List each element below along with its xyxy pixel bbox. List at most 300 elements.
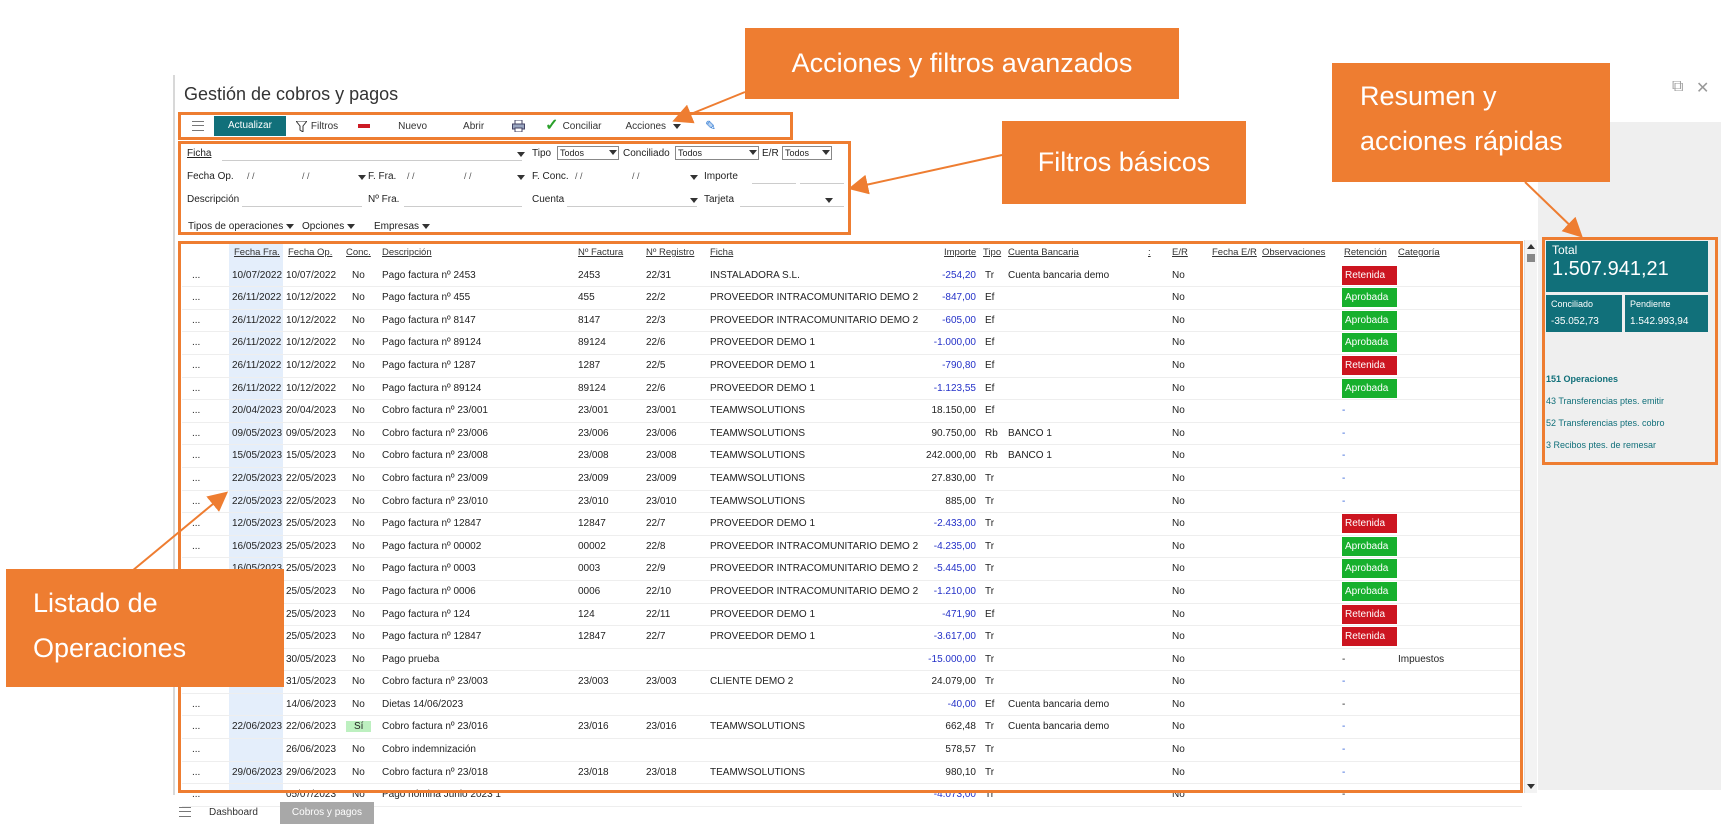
cell-conc: No	[352, 540, 365, 552]
cell-dots[interactable]: ...	[192, 789, 201, 801]
cell-conc: No	[352, 427, 365, 439]
cell-ficha: INSTALADORA S.L.	[710, 269, 800, 281]
cell-conc: No	[352, 314, 365, 326]
cell-conc: No	[352, 269, 365, 281]
cell-importe: 885,00	[945, 495, 976, 507]
cell-descripcion: Cobro factura nº 23/001	[382, 405, 488, 417]
f-fra-label: F. Fra.	[368, 171, 397, 182]
cell-descripcion: Cobro indemnización	[382, 744, 476, 756]
cell-conc: No	[352, 789, 365, 801]
cell-fecha-op: 25/05/2023	[286, 585, 337, 597]
cell-er: No	[1172, 721, 1185, 733]
cell-conc: No	[352, 518, 365, 530]
cell-er: No	[1172, 744, 1185, 756]
cell-ficha: PROVEEDOR DEMO 1	[710, 631, 816, 643]
cell-tipo: Ef	[985, 337, 995, 349]
cell-er: No	[1172, 789, 1185, 801]
cell-descripcion: Pago factura nº 1287	[382, 359, 476, 371]
cell-retencion: -	[1342, 405, 1346, 417]
cell-fecha-op: 22/05/2023	[286, 472, 337, 484]
cell-ficha: PROVEEDOR DEMO 1	[710, 359, 816, 371]
cell-fecha-fra: 22/06/2023	[232, 721, 283, 733]
col-tipo[interactable]: Tipo	[983, 247, 1002, 258]
cell-n-registro: 23/003	[646, 676, 677, 688]
cell-fecha-fra: 09/05/2023	[232, 427, 283, 439]
cell-er: No	[1172, 653, 1185, 665]
cell-descripcion: Pago factura nº 12847	[382, 518, 482, 530]
cell-fecha-op: 25/05/2023	[286, 563, 337, 575]
cell-er: No	[1172, 450, 1185, 462]
cell-fecha-fra: 26/11/2022	[232, 337, 282, 349]
cell-fecha-op: 10/12/2022	[286, 382, 337, 394]
cell-n-registro: 23/008	[646, 450, 677, 462]
cell-conc: No	[352, 585, 365, 597]
fecha-op-from[interactable]: / /	[247, 171, 255, 181]
cell-ficha: PROVEEDOR DEMO 1	[710, 608, 816, 620]
cell-n-factura: 23/001	[578, 405, 609, 417]
cell-n-registro: 23/001	[646, 405, 677, 417]
cell-ficha: TEAMWSOLUTIONS	[710, 766, 806, 778]
callout-resumen-line1: Resumen y	[1360, 81, 1497, 111]
cell-n-factura: 23/006	[578, 427, 609, 439]
cell-cuenta: Cuenta bancaria demo	[1008, 698, 1110, 710]
col-importe[interactable]: Importe	[944, 247, 977, 258]
cell-retencion: Aprobada	[1342, 333, 1397, 352]
cell-ficha: TEAMWSOLUTIONS	[710, 472, 806, 484]
cell-ficha: TEAMWSOLUTIONS	[710, 450, 806, 462]
cell-dots[interactable]: ...	[192, 382, 201, 394]
cell-n-factura: 124	[578, 608, 595, 620]
cell-n-registro: 23/010	[646, 495, 677, 507]
cell-retencion: Retenida	[1342, 514, 1397, 533]
f-conc-label: F. Conc.	[532, 171, 569, 182]
cell-dots[interactable]: ...	[192, 744, 201, 756]
cell-er: No	[1172, 698, 1185, 710]
cell-tipo: Tr	[985, 540, 995, 552]
col-fecha-op[interactable]: Fecha Op.	[288, 247, 333, 258]
cell-n-factura: 00002	[578, 540, 606, 552]
cell-ficha: TEAMWSOLUTIONS	[710, 427, 806, 439]
cell-ficha: PROVEEDOR INTRACOMUNITARIO DEMO 2	[710, 314, 919, 326]
cell-tipo: Tr	[985, 631, 995, 643]
f-fra-to[interactable]: / /	[464, 171, 472, 181]
cell-dots[interactable]: ...	[192, 337, 201, 349]
cell-er: No	[1172, 292, 1185, 304]
er-select-value: Todos	[785, 148, 810, 158]
cell-n-factura: 12847	[578, 518, 606, 530]
cell-importe: -3.617,00	[933, 631, 976, 643]
cell-fecha-fra: 26/11/2022	[232, 382, 282, 394]
cell-dots[interactable]: ...	[192, 450, 201, 462]
callout-resumen	[1332, 63, 1610, 182]
cell-tipo: Ef	[985, 698, 995, 710]
cell-er: No	[1172, 427, 1185, 439]
col-conc[interactable]: Conc.	[346, 247, 371, 258]
cell-retencion: -	[1342, 495, 1346, 507]
cell-fecha-op: 10/12/2022	[286, 314, 337, 326]
cell-descripcion: Pago factura nº 8147	[382, 314, 476, 326]
cell-retencion: -	[1342, 472, 1346, 484]
recibos-remesar-link[interactable]: 3 Recibos ptes. de remesar	[1546, 440, 1657, 450]
cell-n-registro: 22/31	[646, 269, 672, 281]
cell-retencion: -	[1342, 450, 1346, 462]
cell-fecha-op: 26/06/2023	[286, 744, 337, 756]
descripcion-label: Descripción	[187, 194, 240, 205]
arrow-toolbar	[676, 92, 745, 120]
conciliado-select-value: Todos	[678, 148, 703, 158]
cell-fecha-op: 25/05/2023	[286, 608, 337, 620]
cell-importe: 578,57	[945, 744, 976, 756]
cell-ficha: TEAMWSOLUTIONS	[710, 495, 806, 507]
cell-tipo: Tr	[985, 585, 995, 597]
cell-dots[interactable]: ...	[192, 495, 201, 507]
cell-fecha-op: 22/06/2023	[286, 721, 337, 733]
operaciones-link[interactable]: 151 Operaciones	[1546, 374, 1619, 384]
cell-n-factura: 89124	[578, 337, 606, 349]
page-title: Gestión de cobros y pagos	[184, 84, 399, 104]
cell-ficha: PROVEEDOR INTRACOMUNITARIO DEMO 2	[710, 563, 919, 575]
cell-fecha-op: 15/05/2023	[286, 450, 337, 462]
tipo-filter-label: Tipo	[532, 148, 552, 159]
cell-descripcion: Pago factura nº 0006	[382, 585, 476, 597]
cell-cuenta: BANCO 1	[1008, 427, 1052, 439]
cell-importe: -605,00	[942, 314, 976, 326]
cell-tipo: Ef	[985, 359, 995, 371]
cell-retencion: Retenida	[1342, 605, 1397, 624]
cell-descripcion: Pago factura nº 0003	[382, 563, 476, 575]
tab-dashboard[interactable]: Dashboard	[209, 807, 258, 818]
cell-n-factura: 23/009	[578, 472, 609, 484]
actions-label: Acciones	[625, 120, 667, 132]
cell-descripcion: Pago factura nº 455	[382, 292, 471, 304]
ficha-filter-label: Ficha	[187, 148, 212, 159]
transferencias-cobro-link[interactable]: 52 Transferencias ptes. cobro	[1546, 418, 1665, 428]
cell-fecha-op: 25/05/2023	[286, 540, 337, 552]
transferencias-emitir-link[interactable]: 43 Transferencias ptes. emitir	[1546, 396, 1665, 406]
col-retencion[interactable]: Retención	[1344, 247, 1387, 258]
cell-fecha-op: 31/05/2023	[286, 676, 337, 688]
pendiente-value: 1.542.993,94	[1630, 316, 1689, 327]
fecha-op-to[interactable]: / /	[302, 171, 310, 181]
cell-importe: -254,20	[942, 269, 976, 281]
cell-descripcion: Pago factura nº 12847	[382, 631, 482, 643]
cell-descripcion: Cobro factura nº 23/003	[382, 676, 488, 688]
cell-n-registro: 22/7	[646, 518, 666, 530]
cell-er: No	[1172, 563, 1185, 575]
cell-fecha-fra: 26/11/2022	[232, 359, 282, 371]
conciliado-value: -35.052,73	[1551, 316, 1599, 327]
f-conc-from[interactable]: / /	[575, 171, 583, 181]
cell-er: No	[1172, 495, 1185, 507]
callout-filtros-basicos: Filtros básicos	[1002, 121, 1246, 204]
tipos-operaciones-label: Tipos de operaciones	[188, 221, 284, 232]
cell-fecha-op: 09/05/2023	[286, 427, 337, 439]
cell-importe: 662,48	[945, 721, 976, 733]
cell-fecha-op: 25/05/2023	[286, 518, 337, 530]
refresh-button[interactable]: Actualizar	[214, 116, 286, 136]
restore-window-icon[interactable]: ⧉	[1672, 78, 1684, 95]
cell-er: No	[1172, 518, 1185, 530]
cell-n-registro: 22/5	[646, 359, 666, 371]
cell-ficha: PROVEEDOR DEMO 1	[710, 382, 816, 394]
cell-dots[interactable]: ...	[192, 698, 201, 710]
col-categoria[interactable]: Categoría	[1398, 247, 1440, 258]
cell-descripcion: Cobro factura nº 23/010	[382, 495, 488, 507]
cell-er: No	[1172, 608, 1185, 620]
cell-n-factura: 12847	[578, 631, 606, 643]
cell-tipo: Tr	[985, 472, 995, 484]
cell-er: No	[1172, 382, 1185, 394]
cell-er: No	[1172, 405, 1185, 417]
cell-retencion: Retenida	[1342, 627, 1397, 646]
cell-categoria: Impuestos	[1398, 653, 1445, 665]
col-fecha-fra[interactable]: Fecha Fra.	[234, 247, 280, 258]
cell-dots[interactable]: ...	[192, 472, 201, 484]
cell-ficha: CLIENTE DEMO 2	[710, 676, 794, 688]
cell-importe: -15.000,00	[928, 653, 976, 665]
cell-tipo: Tr	[985, 495, 995, 507]
cell-importe: -2.433,00	[933, 518, 976, 530]
cell-importe: 242.000,00	[925, 450, 976, 462]
cell-dots[interactable]: ...	[192, 359, 201, 371]
cell-conc: No	[352, 472, 365, 484]
cell-cuenta: Cuenta bancaria demo	[1008, 269, 1110, 281]
col-n-factura[interactable]: Nº Factura	[578, 247, 624, 258]
cell-tipo: Rb	[985, 427, 998, 439]
cell-n-registro: 22/6	[646, 382, 666, 394]
cell-conc: No	[352, 653, 365, 665]
cell-importe: -40,00	[947, 698, 976, 710]
cell-dots[interactable]: ...	[192, 405, 201, 417]
cell-fecha-op: 10/07/2022	[286, 269, 337, 281]
conciliado-filter-label: Conciliado	[623, 148, 670, 159]
cell-fecha-op: 10/12/2022	[286, 359, 337, 371]
cell-fecha-op: 05/07/2023	[286, 789, 337, 801]
cell-n-registro: 22/8	[646, 540, 666, 552]
cell-er: No	[1172, 359, 1185, 371]
cell-fecha-op: 20/04/2023	[286, 405, 337, 417]
cell-fecha-op: 30/05/2023	[286, 653, 337, 665]
cell-importe: 980,10	[945, 766, 976, 778]
cell-retencion: Aprobada	[1342, 559, 1397, 578]
cell-tipo: Ef	[985, 608, 995, 620]
cell-er: No	[1172, 314, 1185, 326]
cell-dots[interactable]: ...	[192, 292, 201, 304]
cell-tipo: Rb	[985, 450, 998, 462]
cell-dots[interactable]: ...	[192, 766, 201, 778]
cell-fecha-fra: 20/04/2023	[232, 405, 283, 417]
tab-cobros-y-pagos[interactable]: Cobros y pagos	[280, 802, 374, 824]
cell-fecha-op: 10/12/2022	[286, 292, 337, 304]
cell-dots[interactable]: ...	[192, 269, 201, 281]
cell-n-registro: 22/9	[646, 563, 666, 575]
cell-dots[interactable]: ...	[192, 721, 201, 733]
cell-importe: -1.123,55	[933, 382, 976, 394]
cell-descripcion: Cobro factura nº 23/008	[382, 450, 488, 462]
cell-importe: 18.150,00	[931, 405, 976, 417]
cell-descripcion: Cobro factura nº 23/016	[382, 721, 488, 733]
callout-resumen-line2: acciones rápidas	[1360, 126, 1563, 156]
col-colon[interactable]: :	[1148, 247, 1151, 258]
cell-er: No	[1172, 540, 1185, 552]
cell-fecha-fra: 15/05/2023	[232, 450, 283, 462]
cell-n-factura: 1287	[578, 359, 601, 371]
cell-retencion: -	[1342, 744, 1346, 756]
cell-retencion: Retenida	[1342, 266, 1397, 285]
cell-n-registro: 22/11	[646, 608, 671, 620]
cell-ficha: PROVEEDOR INTRACOMUNITARIO DEMO 2	[710, 585, 919, 597]
cell-fecha-fra: 26/11/2022	[232, 314, 282, 326]
col-er[interactable]: E/R	[1172, 247, 1188, 258]
check-icon: ✓	[545, 117, 559, 134]
cell-importe: -790,80	[942, 359, 976, 371]
open-button[interactable]: Abrir	[463, 120, 485, 132]
col-cuenta-bancaria[interactable]: Cuenta Bancaria	[1008, 247, 1079, 258]
n-fra-label: Nº Fra.	[368, 194, 400, 205]
cell-n-registro: 22/6	[646, 337, 666, 349]
cell-conc: No	[352, 495, 365, 507]
empresas-label: Empresas	[374, 221, 420, 232]
cell-fecha-fra: 12/05/2023	[232, 518, 283, 530]
cell-retencion: Aprobada	[1342, 379, 1397, 398]
cell-descripcion: Cobro factura nº 23/006	[382, 427, 488, 439]
cell-ficha: PROVEEDOR DEMO 1	[710, 518, 816, 530]
cell-retencion: -	[1342, 789, 1346, 801]
new-button[interactable]: Nuevo	[398, 120, 428, 132]
cell-n-factura: 2453	[578, 269, 601, 281]
col-ficha[interactable]: Ficha	[710, 247, 734, 258]
cell-descripcion: Pago factura nº 89124	[382, 337, 482, 349]
cell-ficha: PROVEEDOR INTRACOMUNITARIO DEMO 2	[710, 540, 919, 552]
cell-retencion: -	[1342, 427, 1346, 439]
cell-ficha: PROVEEDOR DEMO 1	[710, 337, 816, 349]
pendiente-label: Pendiente	[1630, 299, 1671, 309]
cell-conc: No	[352, 450, 365, 462]
cell-tipo: Tr	[985, 676, 995, 688]
cell-n-factura: 8147	[578, 314, 601, 326]
cuenta-label: Cuenta	[532, 194, 565, 205]
cell-importe: 24.079,00	[931, 676, 976, 688]
cell-tipo: Tr	[985, 269, 995, 281]
cell-descripcion: Pago factura nº 00002	[382, 540, 482, 552]
arrow-filters	[852, 155, 1002, 188]
cell-retencion: Aprobada	[1342, 311, 1397, 330]
cell-conc: No	[352, 337, 365, 349]
cell-n-factura: 23/010	[578, 495, 609, 507]
tipo-select-value: Todos	[560, 148, 585, 158]
importe-label: Importe	[704, 171, 738, 182]
callout-listado-line2: Operaciones	[33, 633, 187, 663]
cell-dots[interactable]: ...	[192, 540, 201, 552]
cell-dots[interactable]: ...	[192, 518, 201, 530]
total-label: Total	[1552, 243, 1578, 257]
cell-retencion: -	[1342, 676, 1346, 688]
cell-descripcion: Pago factura nº 89124	[382, 382, 482, 394]
cell-n-registro: 23/016	[646, 721, 677, 733]
col-observaciones[interactable]: Observaciones	[1262, 247, 1326, 258]
cell-conc: No	[352, 766, 365, 778]
cell-n-registro: 23/006	[646, 427, 677, 439]
cell-fecha-op: 14/06/2023	[286, 698, 337, 710]
cell-n-registro: 22/7	[646, 631, 666, 643]
cell-n-factura: 23/016	[578, 721, 609, 733]
tarjeta-label: Tarjeta	[704, 194, 735, 205]
close-icon[interactable]: ✕	[1696, 80, 1710, 97]
cell-n-factura: 89124	[578, 382, 606, 394]
cell-conc: No	[352, 676, 365, 688]
cell-fecha-op: 10/12/2022	[286, 337, 337, 349]
cell-er: No	[1172, 585, 1185, 597]
cell-er: No	[1172, 269, 1185, 281]
cell-cuenta: BANCO 1	[1008, 450, 1052, 462]
conciliado-label: Conciliado	[1551, 299, 1594, 309]
pencil-icon: ✎	[705, 118, 716, 133]
cell-conc: No	[352, 292, 365, 304]
cell-tipo: Tr	[985, 518, 995, 530]
cell-fecha-fra: 26/11/2022	[232, 292, 282, 304]
cell-ficha: PROVEEDOR INTRACOMUNITARIO DEMO 2	[710, 292, 919, 304]
cell-er: No	[1172, 766, 1185, 778]
cell-dots[interactable]: ...	[192, 314, 201, 326]
callout-listado	[6, 569, 284, 687]
arrow-summary	[1525, 182, 1580, 235]
cell-n-factura: 0003	[578, 563, 601, 575]
f-conc-to[interactable]: / /	[632, 171, 640, 181]
cell-dots[interactable]: ...	[192, 427, 201, 439]
arrow-list	[132, 494, 225, 571]
callout-acciones: Acciones y filtros avanzados	[745, 28, 1179, 99]
cell-fecha-op: 29/06/2023	[286, 766, 337, 778]
cell-n-factura: 23/003	[578, 676, 609, 688]
cell-fecha-fra: 16/05/2023	[232, 540, 283, 552]
cell-fecha-fra: 22/05/2023	[232, 472, 283, 484]
col-fecha-er[interactable]: Fecha E/R	[1212, 247, 1257, 258]
cell-cuenta: Cuenta bancaria demo	[1008, 721, 1110, 733]
cell-tipo: Tr	[985, 744, 995, 756]
col-descripcion[interactable]: Descripción	[382, 247, 432, 258]
er-filter-label: E/R	[762, 148, 779, 159]
cell-conc: No	[352, 744, 365, 756]
cell-descripcion: Cobro factura nº 23/018	[382, 766, 488, 778]
cell-n-registro: 23/009	[646, 472, 677, 484]
cell-n-factura: 23/018	[578, 766, 609, 778]
cell-importe: -4.073,00	[933, 789, 976, 801]
fecha-op-label: Fecha Op.	[187, 171, 234, 182]
cell-tipo: Ef	[985, 292, 995, 304]
cell-n-registro: 22/10	[646, 585, 672, 597]
opciones-label: Opciones	[302, 221, 345, 232]
cell-fecha-fra: 10/07/2022	[232, 269, 283, 281]
cell-tipo: Ef	[985, 405, 995, 417]
total-value: 1.507.941,21	[1552, 258, 1669, 280]
cell-descripcion: Dietas 14/06/2023	[382, 698, 464, 710]
cell-conc: No	[352, 698, 365, 710]
cell-n-registro: 23/018	[646, 766, 677, 778]
cell-ficha: TEAMWSOLUTIONS	[710, 405, 806, 417]
cell-tipo: Tr	[985, 789, 995, 801]
cell-n-factura: 23/008	[578, 450, 609, 462]
cell-descripcion: Pago factura nº 2453	[382, 269, 476, 281]
f-fra-from[interactable]: / /	[407, 171, 415, 181]
col-n-registro[interactable]: Nº Registro	[646, 247, 695, 258]
cell-tipo: Tr	[985, 766, 995, 778]
cell-retencion: Aprobada	[1342, 582, 1397, 601]
cell-tipo: Tr	[985, 653, 995, 665]
cell-descripcion: Cobro factura nº 23/009	[382, 472, 488, 484]
cell-importe: -847,00	[942, 292, 976, 304]
cell-tipo: Ef	[985, 382, 995, 394]
cell-retencion: -	[1342, 653, 1346, 665]
